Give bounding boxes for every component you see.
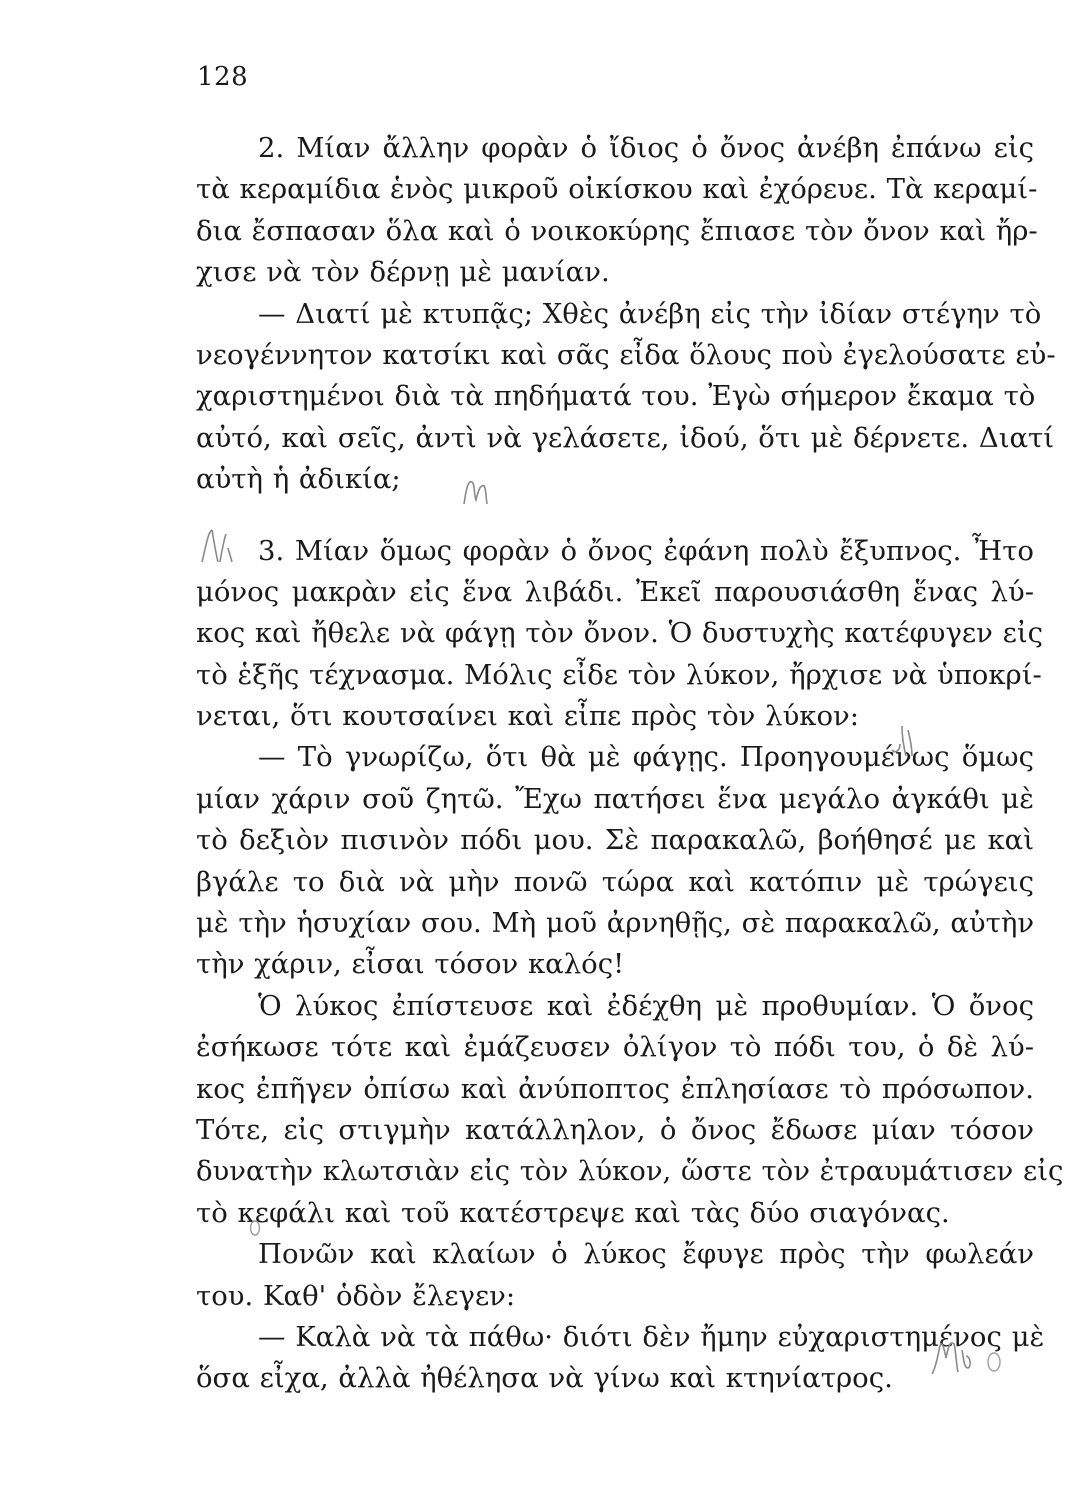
text-line: κος ἐπῆγεν ὀπίσω καὶ ἀνύποπτος ἐπλησίασε τὸ πρόσωπον. [196,1072,1034,1105]
text-line: νεται, ὅτι κουτσαίνει καὶ εἶπε πρὸς τὸν λύκον: [196,700,860,733]
text-line: αὐτὴ ἡ ἀδικία; [196,463,401,496]
text-line: τὰ κεραμίδια ἑνὸς μικροῦ οἰκίσκου καὶ ἐχόρευε. Τὰ κεραμί- [196,173,1038,206]
body-text [196,128,1064,1400]
text-line: τὸ ἑξῆς τέχνασμα. Μόλις εἶδε τὸν λύκον, ἤρχισε νὰ ὑποκρί- [196,658,1042,691]
text-line: Πονῶν καὶ κλαίων ὁ λύκος ἔφυγε πρὸς τὴν φωλεάν [258,1238,1034,1271]
text-line: δια ἔσπασαν ὅλα καὶ ὁ νοικοκύρης ἔπιασε τὸν ὄνον καὶ ἤρ- [196,214,1038,247]
text-line: 3. Μίαν ὅμως φορὰν ὁ ὄνος ἐφάνη πολὺ ἔξυπνος. Ἦτο [258,534,1034,567]
text-line: μόνος μακρὰν εἰς ἕνα λιβάδι. Ἐκεῖ παρουσιάσθη ἕνας λύ- [196,575,1034,608]
text-line: Ὁ λύκος ἐπίστευσε καὶ ἐδέχθη μὲ προθυμίαν. Ὁ ὄνος [258,989,1034,1022]
page-number: 128 [197,62,249,92]
text-line: μίαν χάριν σοῦ ζητῶ. Ἔχω πατήσει ἕνα μεγάλο ἀγκάθι μὲ [196,782,1034,815]
text-line: μὲ τὴν ἡσυχίαν σου. Μὴ μοῦ ἀρνηθῇς, σὲ παρακαλῶ, αὐτὴν [196,907,1035,940]
text-line: χαριστημένοι διὰ τὰ πηδήματά του. Ἐγὼ σήμερον ἔκαμα τὸ [196,380,1036,413]
text-line: χισε νὰ τὸν δέρνῃ μὲ μανίαν. [196,256,610,289]
text-line: δυνατὴν κλωτσιὰν εἰς τὸν λύκον, ὥστε τὸν ἐτραυμάτισεν εἰς [196,1155,1064,1188]
text-line: τὸ κεφάλι καὶ τοῦ κατέστρεψε καὶ τὰς δύο σιαγόνας. [196,1196,950,1229]
text-line: του. Καθ' ὁδὸν ἔλεγεν: [196,1279,516,1312]
text-line: ὅσα εἶχα, ἀλλὰ ἠθέλησα νὰ γίνω καὶ κτηνίατρος. [196,1362,893,1395]
text-line: νεογέννητον κατσίκι καὶ σᾶς εἶδα ὅλους ποὺ ἐγελούσατε εὐ- [196,338,1056,371]
text-line: — Τὸ γνωρίζω, ὅτι θὰ μὲ φάγῃς. Προηγουμένως ὅμως [258,741,1034,774]
text-line: βγάλε το διὰ νὰ μὴν πονῶ τώρα καὶ κατόπιν μὲ τρώγεις [196,865,1034,898]
text-line: ἐσήκωσε τότε καὶ ἐμάζευσεν ὀλίγον τὸ πόδι του, ὁ δὲ λύ- [196,1031,1034,1064]
text-line: — Διατί μὲ κτυπᾷς; Χθὲς ἀνέβη εἰς τὴν ἰδίαν στέγην τὸ [258,297,1042,330]
text-line: 2. Μίαν ἄλλην φορὰν ὁ ἴδιος ὁ ὄνος ἀνέβη ἐπάνω εἰς [258,132,1034,164]
text-line: τὴν χάριν, εἶσαι τόσον καλός! [196,948,625,981]
text-line: τὸ δεξιὸν πισινὸν πόδι μου. Σὲ παρακαλῶ, βοήθησέ με καὶ [196,824,1034,857]
text-line: κος καὶ ἤθελε νὰ φάγῃ τὸν ὄνον. Ὁ δυστυχὴς κατέφυγεν εἰς [196,617,1044,650]
text-line: — Καλὰ νὰ τὰ πάθω· διότι δὲν ἤμην εὐχαριστημένος μὲ [258,1320,1045,1353]
text-line: αὐτό, καὶ σεῖς, ἀντὶ νὰ γελάσετε, ἰδού, ὅτι μὲ δέρνετε. Διατί [196,421,1055,454]
text-line: Τότε, εἰς στιγμὴν κατάλληλον, ὁ ὄνος ἔδωσε μίαν τόσον [196,1113,1034,1146]
